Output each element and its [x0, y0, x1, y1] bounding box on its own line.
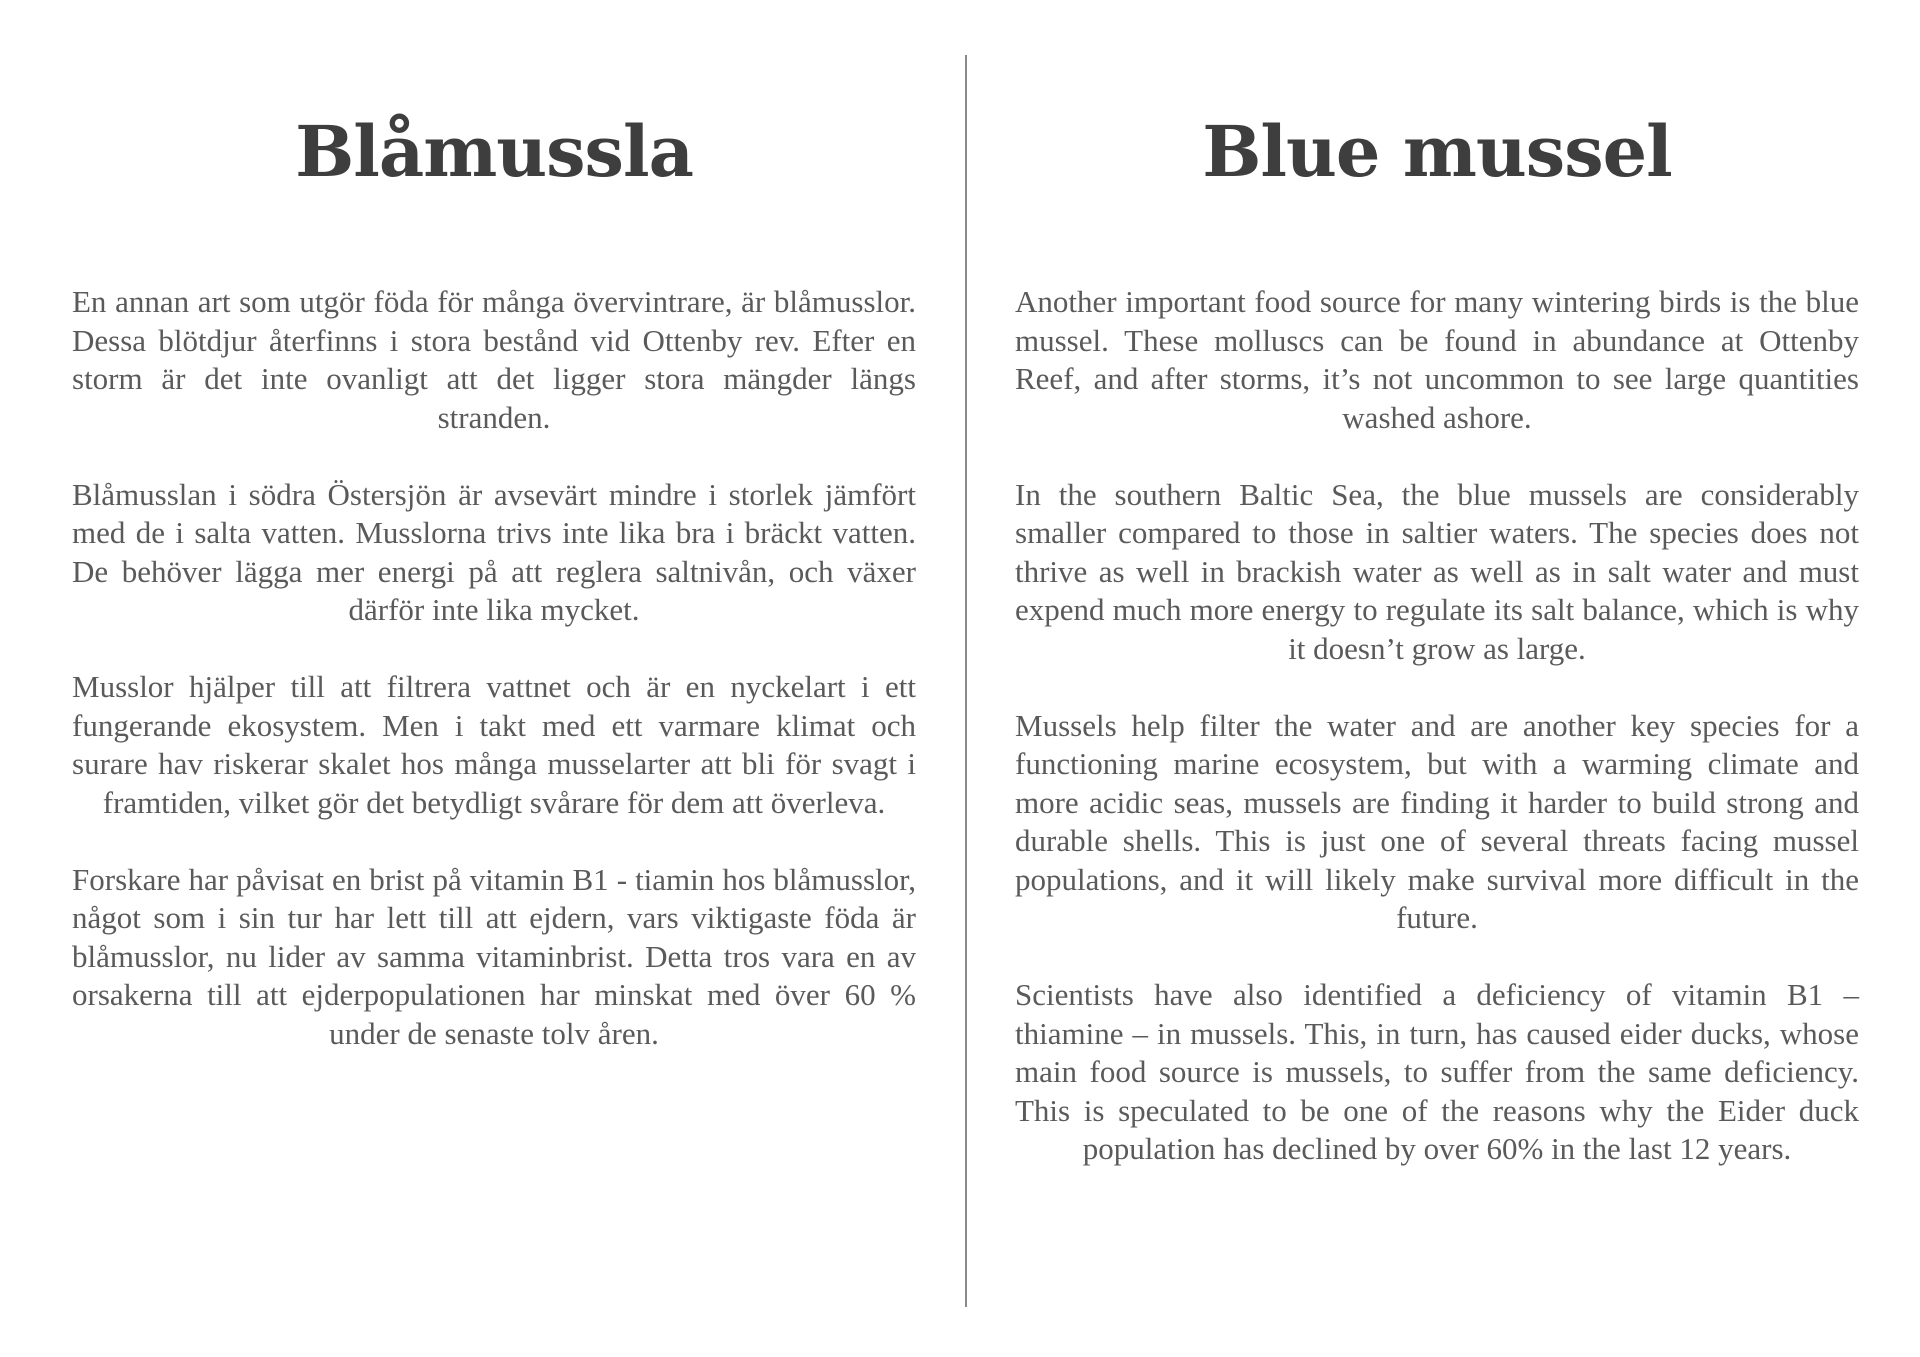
- english-body: [1015, 283, 1859, 1207]
- english-paragraph-1: Another important food source for many wintering birds is the blue mussel. These molluscs can be found in abundance at Ottenby Reef, and after storms, it’s not uncommon to see large quantities washed ashore.: [1015, 284, 1859, 435]
- swedish-title: Blåmussla: [295, 110, 693, 193]
- swedish-paragraph-2: Blåmusslan i södra Östersjön är avsevärt mindre i storlek jämfört med de i salta vatten. Musslorna trivs inte lika bra i bräckt vatten. De behöver lägga mer energi på att reglera saltnivån, och växer därför inte lika mycket.: [72, 476, 916, 627]
- english-paragraph-2: In the southern Baltic Sea, the blue mussels are considerably smaller compared to those in saltier waters. The species does not thrive as well in brackish water as well as in salt water and must expend much more energy to regulate its salt balance, which is why it doesn’t grow as large.: [1015, 476, 1859, 666]
- swedish-paragraph-1: En annan art som utgör föda för många övervintrare, är blåmusslor. Dessa blötdjur återfinns i stora bestånd vid Ottenby rev. Efter en storm är det inte ovanligt att det ligger stora mängder längs stranden.: [72, 284, 916, 435]
- english-paragraph-3: Mussels help filter the water and are another key species for a functioning marine ecosystem, but with a warming climate and more acidic seas, mussels are finding it harder to build strong and durable shells. This is just one of several threats facing mussel populations, and it will likely make survival more difficult in the future.: [1015, 707, 1859, 935]
- english-title: Blue mussel: [1202, 110, 1672, 193]
- swedish-paragraph-4: Forskare har påvisat en brist på vitamin B1 - tiamin hos blåmusslor, något som i sin tur har lett till att ejdern, vars viktigaste föda är blåmusslor, nu lider av samma vitaminbrist. Detta tros vara en av orsakerna till att ejderpopulationen har minskat med över 60 % under de senaste tolv åren.: [72, 861, 916, 1051]
- english-paragraph-4: Scientists have also identified a deficiency of vitamin B1 – thiamine – in mussels. This, in turn, has caused eider ducks, whose main food source is mussels, to suffer from the same deficiency. This is speculated to be one of the reasons why the Eider duck population has declined by over 60% in the last 12 years.: [1015, 977, 1859, 1166]
- swedish-paragraph-3: Musslor hjälper till att filtrera vattnet och är en nyckelart i ett fungerande ekosystem. Men i takt med ett varmare klimat och surare hav riskerar skalet hos många musselarter att bli för svagt i framtiden, vilket gör det betydligt svårare för dem att överleva.: [72, 669, 916, 820]
- swedish-body: [72, 283, 916, 1092]
- column-divider: [965, 55, 967, 1307]
